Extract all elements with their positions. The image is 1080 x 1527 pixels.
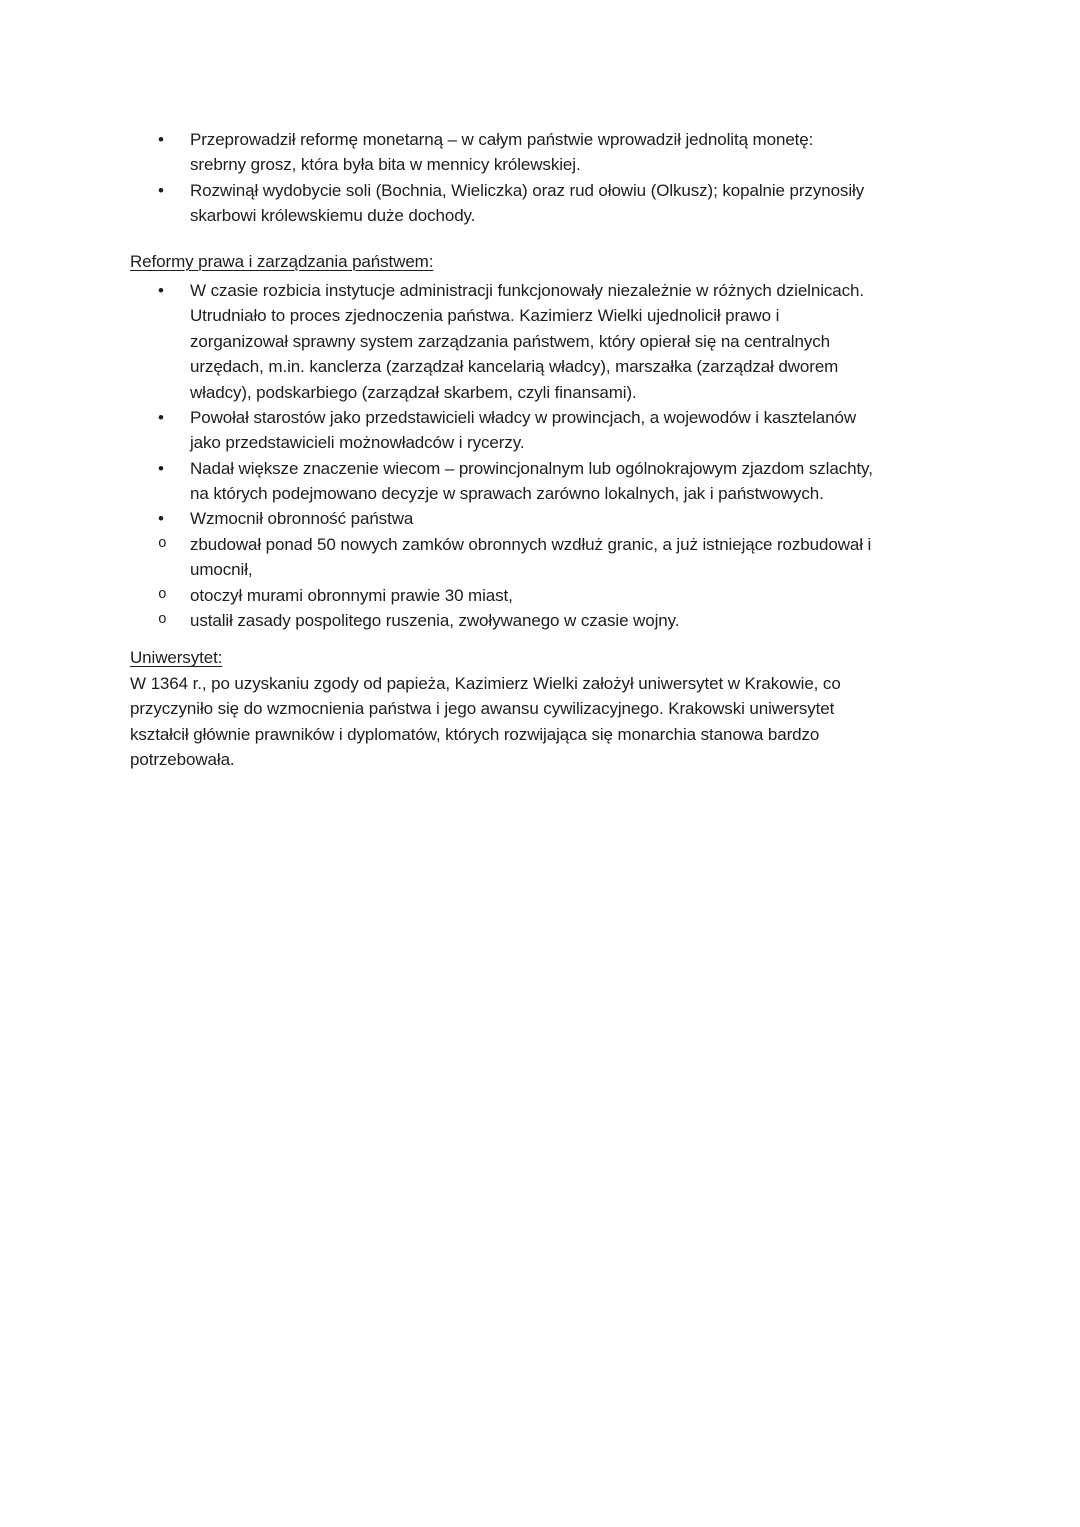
disc-bullet-icon: • xyxy=(158,509,164,529)
text-line: urzędach, m.in. kanclerza (zarządzał kancelarią władcy), marszałka (zarządzał dworem xyxy=(190,357,839,377)
list-item-text xyxy=(190,405,960,456)
circle-bullet-icon: o xyxy=(158,535,167,552)
list-item xyxy=(130,178,960,229)
list-item xyxy=(130,506,960,531)
list-item xyxy=(130,608,960,633)
text-line: zorganizował sprawny system zarządzania państwem, który opierał się na centralnych xyxy=(190,331,830,351)
circle-bullet-icon: o xyxy=(158,586,167,603)
section-heading-uniwersytet xyxy=(130,645,960,670)
text-line: otoczył murami obronnymi prawie 30 miast, xyxy=(190,585,513,605)
text-line: W czasie rozbicia instytucje administracji funkcjonowały niezależnie w różnych dzielnicach. xyxy=(190,280,865,300)
circle-bullet-icon: o xyxy=(158,612,167,629)
text-line: Utrudniało to proces zjednoczenia państwa. Kazimierz Wielki ujednolicił prawo i xyxy=(190,306,780,326)
list-item xyxy=(130,127,960,178)
text-line: W 1364 r., po uzyskaniu zgody od papieża, Kazimierz Wielki założył uniwersytet w Krakowie, co xyxy=(130,673,841,693)
list-item xyxy=(130,532,960,583)
blank-line xyxy=(130,633,960,645)
list-item-text xyxy=(190,127,960,178)
list-item xyxy=(130,278,960,405)
list-item xyxy=(130,405,960,456)
document-content xyxy=(130,127,960,772)
text-line: zbudował ponad 50 nowych zamków obronnych wzdłuż granic, a już istniejące rozbudował i xyxy=(190,534,872,554)
list-item-text xyxy=(190,456,960,507)
text-line: Nadał większe znaczenie wiecom – prowincjonalnym lub ogólnokrajowym zjazdom szlachty, xyxy=(190,458,873,478)
list-item-text xyxy=(190,278,960,405)
text-line: Przeprowadził reformę monetarną – w całym państwie wprowadził jednolitą monetę: xyxy=(190,130,814,149)
section-heading-text: Uniwersytet: xyxy=(130,648,223,668)
text-line: srebrny grosz, która była bita w mennicy królewskiej. xyxy=(190,155,581,175)
text-line: ustalił zasady pospolitego ruszenia, zwoływanego w czasie wojny. xyxy=(190,611,680,631)
text-line: potrzebowała. xyxy=(130,749,235,769)
text-line: jako przedstawicieli możnowładców i rycerzy. xyxy=(190,433,525,453)
list-item-text xyxy=(190,178,960,229)
blank-line xyxy=(130,229,960,249)
disc-bullet-icon: • xyxy=(158,280,164,300)
section-heading-text: Reformy prawa i zarządzania państwem: xyxy=(130,251,434,271)
list-item-text xyxy=(190,506,960,531)
text-line: na których podejmowano decyzje w sprawach zarówno lokalnych, jak i państwowych. xyxy=(190,484,824,504)
text-line: umocnił, xyxy=(190,560,253,580)
list-item-text xyxy=(190,608,960,633)
section-heading-reformy xyxy=(130,249,960,274)
text-line: Wzmocnił obronność państwa xyxy=(190,509,414,529)
text-line: władcy), podskarbiego (zarządzał skarbem, czyli finansami). xyxy=(190,382,637,402)
text-line: przyczyniło się do wzmocnienia państwa i jego awansu cywilizacyjnego. Krakowski uniwersytet xyxy=(130,699,835,719)
list-item xyxy=(130,456,960,507)
text-line: skarbowi królewskiemu duże dochody. xyxy=(190,206,476,226)
text-line: kształcił głównie prawników i dyplomatów, których rozwijająca się monarchia stanowa bardzo xyxy=(130,724,820,744)
list-item-text xyxy=(190,583,960,608)
disc-bullet-icon: • xyxy=(158,130,164,149)
paragraph xyxy=(130,671,960,773)
disc-bullet-icon: • xyxy=(158,458,164,478)
list-item-text xyxy=(190,532,960,583)
disc-bullet-icon: • xyxy=(158,180,164,200)
disc-bullet-icon: • xyxy=(158,407,164,427)
list-item xyxy=(130,583,960,608)
text-line: Powołał starostów jako przedstawicieli władcy w prowincjach, a wojewodów i kasztelanów xyxy=(190,407,857,427)
text-line: Rozwinął wydobycie soli (Bochnia, Wieliczka) oraz rud ołowiu (Olkusz); kopalnie przynosiły xyxy=(190,180,865,200)
